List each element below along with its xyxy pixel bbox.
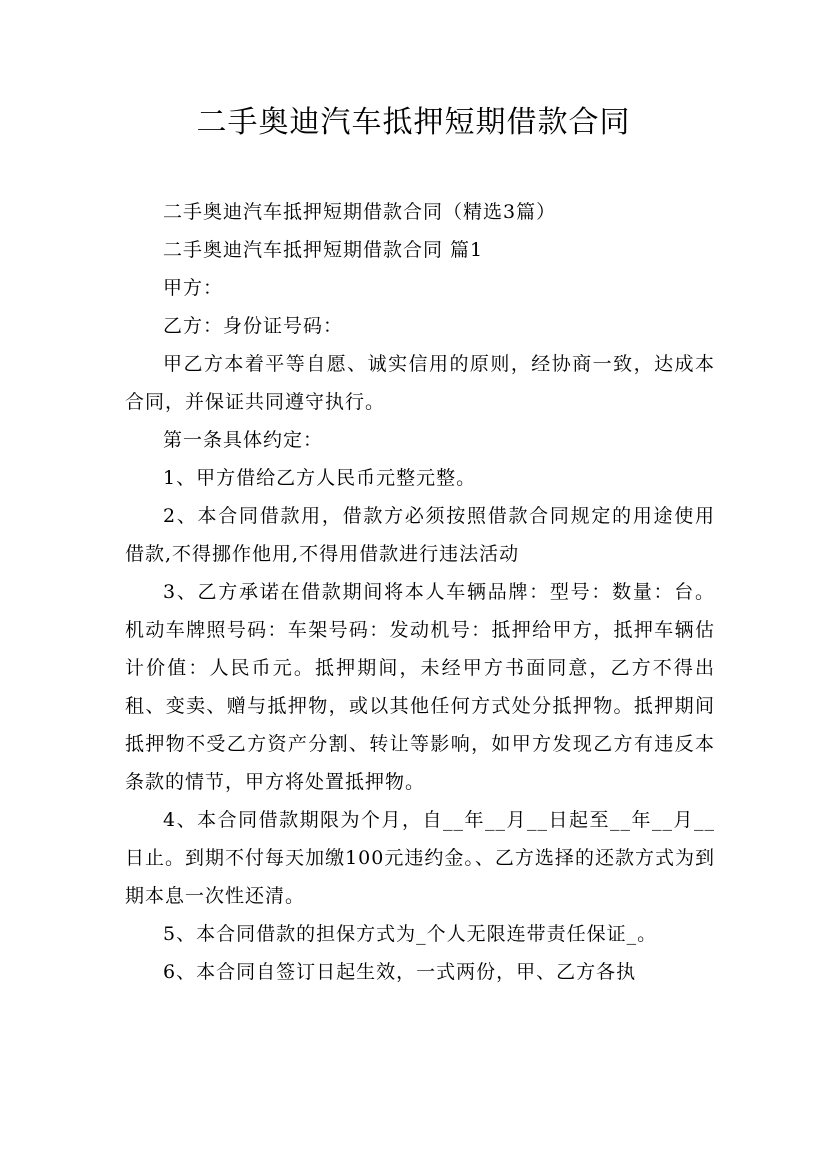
paragraph-clause-2: 2、本合同借款用，借款方必须按照借款合同规定的用途使用借款,不得挪作他用,不得用借款进行违法活动 <box>125 505 715 565</box>
paragraph-subtitle: 二手奥迪汽车抵押短期借款合同（精选3篇） <box>163 201 557 223</box>
paragraph-clause-5: 5、本合同借款的担保方式为_个人无限连带责任保证_。 <box>163 923 658 945</box>
document-title: 二手奥迪汽车抵押短期借款合同 <box>196 105 631 140</box>
paragraph-party-b: 乙方：身份证号码： <box>163 315 344 337</box>
paragraph-party-a: 甲方： <box>163 277 224 299</box>
paragraph-clause-1: 1、甲方借给乙方人民币元整元整。 <box>163 467 477 489</box>
document-body <box>125 193 715 991</box>
paragraph-article-one: 第一条具体约定： <box>163 429 324 451</box>
paragraph-section-heading: 二手奥迪汽车抵押短期借款合同 篇1 <box>163 239 484 261</box>
paragraph-clause-6: 6、本合同自签订日起生效，一式两份，甲、乙方各执 <box>163 961 637 983</box>
paragraph-clause-3: 3、乙方承诺在借款期间将本人车辆品牌：型号：数量：台。机动车牌照号码：车架号码：发动机号：抵押给甲方，抵押车辆估计价值：人民币元。抵押期间，未经甲方书面同意，乙方不得出租、变卖、赠与抵押物，或以其他任何方式处分抵押物。抵押期间抵押物不受乙方资产分割、转让等影响，如甲方发现乙方有违反本条款的情节，甲方将处置抵押物。 <box>125 581 715 793</box>
paragraph-preamble: 甲乙方本着平等自愿、诚实信用的原则，经协商一致，达成本合同，并保证共同遵守执行。 <box>125 353 715 413</box>
paragraph-clause-4: 4、本合同借款期限为个月，自__年__月__日起至__年__月__日止。到期不付每天加缴100元违约金。、乙方选择的还款方式为到期本息一次性还清。 <box>125 809 715 907</box>
